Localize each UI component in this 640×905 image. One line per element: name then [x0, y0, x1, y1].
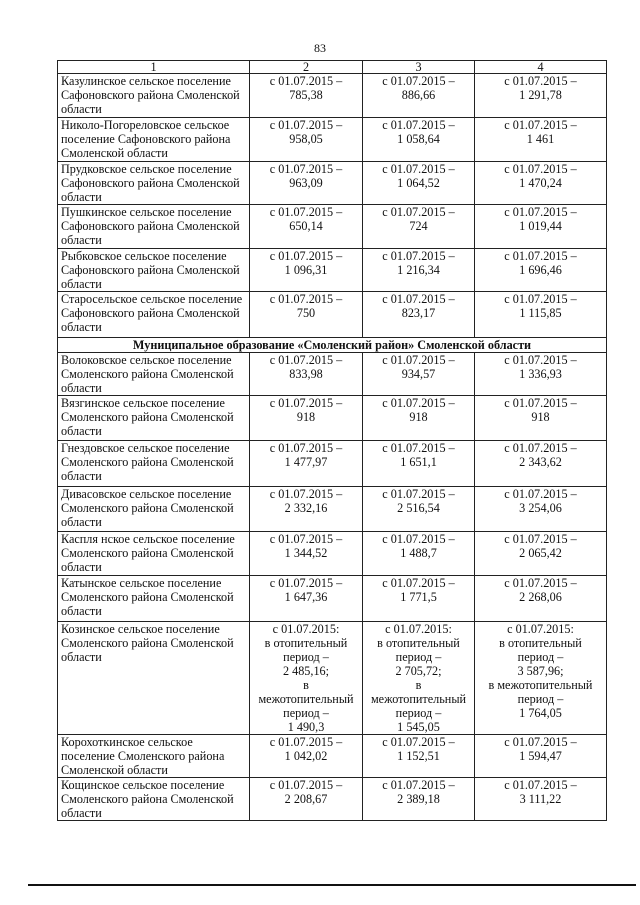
tariff-value-cell: с 01.07.2015 – 1 291,78	[475, 74, 607, 118]
column-number-cell: 4	[475, 61, 607, 74]
column-number-row	[58, 61, 607, 74]
tariff-value-cell: с 01.07.2015 – 1 064,52	[363, 162, 475, 205]
settlement-name-cell: Волоковское сельское поселение Смоленского района Смоленской области	[58, 353, 250, 396]
tariff-value-cell: с 01.07.2015 – 2 208,67	[250, 778, 363, 821]
table-row	[58, 622, 607, 735]
table-row	[58, 396, 607, 441]
table-row	[58, 441, 607, 487]
settlement-name-cell: Гнездовское сельское поселение Смоленского района Смоленской области	[58, 441, 250, 487]
settlement-name-cell: Кощинское сельское поселение Смоленского района Смоленской области	[58, 778, 250, 821]
table-row	[58, 162, 607, 205]
tariff-value-cell: с 01.07.2015 – 1 594,47	[475, 735, 607, 778]
column-number-cell: 2	[250, 61, 363, 74]
table-row	[58, 576, 607, 622]
table-row	[58, 249, 607, 292]
settlement-name-cell: Рыбковское сельское поселение Сафоновского района Смоленской области	[58, 249, 250, 292]
tariff-value-cell: с 01.07.2015 – 886,66	[363, 74, 475, 118]
tariff-value-cell: с 01.07.2015 – 963,09	[250, 162, 363, 205]
tariff-value-cell: с 01.07.2015 – 2 065,42	[475, 532, 607, 576]
tariff-value-cell: с 01.07.2015 – 750	[250, 292, 363, 338]
column-number-cell: 3	[363, 61, 475, 74]
settlement-name-cell: Прудковское сельское поселение Сафоновского района Смоленской области	[58, 162, 250, 205]
tariff-value-cell: с 01.07.2015 – 2 268,06	[475, 576, 607, 622]
table-row	[58, 292, 607, 338]
tariff-value-cell: с 01.07.2015 – 1 336,93	[475, 353, 607, 396]
tariff-value-cell: с 01.07.2015 – 918	[363, 396, 475, 441]
tariff-value-cell: с 01.07.2015 – 1 096,31	[250, 249, 363, 292]
tariff-value-cell: с 01.07.2015 – 1 344,52	[250, 532, 363, 576]
tariff-value-cell: с 01.07.2015 – 958,05	[250, 118, 363, 162]
settlement-name-cell: Корохоткинское сельское поселение Смоленского района Смоленской области	[58, 735, 250, 778]
tariff-value-cell: с 01.07.2015 – 2 343,62	[475, 441, 607, 487]
settlement-name-cell: Казулинское сельское поселение Сафоновского района Смоленской области	[58, 74, 250, 118]
tariff-value-cell: с 01.07.2015 – 1 152,51	[363, 735, 475, 778]
tariff-value-cell: с 01.07.2015 – 1 042,02	[250, 735, 363, 778]
table-row	[58, 532, 607, 576]
tariff-value-cell: с 01.07.2015 – 2 332,16	[250, 487, 363, 532]
tariff-value-cell: с 01.07.2015 – 1 647,36	[250, 576, 363, 622]
tariff-value-cell: с 01.07.2015 – 1 461	[475, 118, 607, 162]
settlement-name-cell: Дивасовское сельское поселение Смоленского района Смоленской области	[58, 487, 250, 532]
tariff-value-cell: с 01.07.2015 – 1 651,1	[363, 441, 475, 487]
settlement-name-cell: Каспля нское сельское поселение Смоленского района Смоленской области	[58, 532, 250, 576]
table-row	[58, 74, 607, 118]
section-title: Муниципальное образование «Смоленский район» Смоленской области	[58, 338, 607, 353]
tariff-value-cell: с 01.07.2015 – 2 389,18	[363, 778, 475, 821]
tariff-table	[57, 60, 607, 821]
tariff-value-cell: с 01.07.2015: в отопительный период – 2 485,16; в межотопительный период – 1 490,3	[250, 622, 363, 735]
tariff-value-cell: с 01.07.2015 – 724	[363, 205, 475, 249]
page-number: 83	[314, 41, 326, 55]
tariff-value-cell: с 01.07.2015 – 1 019,44	[475, 205, 607, 249]
tariff-value-cell: с 01.07.2015 – 3 111,22	[475, 778, 607, 821]
settlement-name-cell: Вязгинское сельское поселение Смоленского района Смоленской области	[58, 396, 250, 441]
tariff-value-cell: с 01.07.2015: в отопительный период – 2 705,72; в межотопительный период – 1 545,05	[363, 622, 475, 735]
tariff-value-cell: с 01.07.2015 – 1 488,7	[363, 532, 475, 576]
tariff-value-cell: с 01.07.2015 – 833,98	[250, 353, 363, 396]
tariff-value-cell: с 01.07.2015 – 1 477,97	[250, 441, 363, 487]
table-row	[58, 205, 607, 249]
tariff-value-cell: с 01.07.2015 – 1 771,5	[363, 576, 475, 622]
tariff-value-cell: с 01.07.2015 – 918	[475, 396, 607, 441]
tariff-value-cell: с 01.07.2015 – 1 058,64	[363, 118, 475, 162]
tariff-value-cell: с 01.07.2015 – 918	[250, 396, 363, 441]
tariff-value-cell: с 01.07.2015 – 650,14	[250, 205, 363, 249]
tariff-value-cell: с 01.07.2015 – 1 216,34	[363, 249, 475, 292]
tariff-value-cell: с 01.07.2015 – 1 470,24	[475, 162, 607, 205]
bottom-rule	[28, 884, 636, 886]
tariff-value-cell: с 01.07.2015 – 1 115,85	[475, 292, 607, 338]
section-row	[58, 338, 607, 353]
tariff-value-cell: с 01.07.2015 – 3 254,06	[475, 487, 607, 532]
table-row	[58, 118, 607, 162]
settlement-name-cell: Козинское сельское поселение Смоленского района Смоленской области	[58, 622, 250, 735]
settlement-name-cell: Пушкинское сельское поселение Сафоновского района Смоленской области	[58, 205, 250, 249]
tariff-value-cell: с 01.07.2015 – 2 516,54	[363, 487, 475, 532]
settlement-name-cell: Старосельское сельское поселение Сафоновского района Смоленской области	[58, 292, 250, 338]
tariff-value-cell: с 01.07.2015 – 823,17	[363, 292, 475, 338]
table-row	[58, 353, 607, 396]
tariff-value-cell: с 01.07.2015 – 785,38	[250, 74, 363, 118]
settlement-name-cell: Катынское сельское поселение Смоленского района Смоленской области	[58, 576, 250, 622]
settlement-name-cell: Николо-Погореловское сельское поселение Сафоновского района Смоленской области	[58, 118, 250, 162]
table-row	[58, 487, 607, 532]
tariff-value-cell: с 01.07.2015: в отопительный период – 3 587,96; в межотопительный период – 1 764,05	[475, 622, 607, 735]
column-number-cell: 1	[58, 61, 250, 74]
table-row	[58, 735, 607, 778]
table-row	[58, 778, 607, 821]
tariff-value-cell: с 01.07.2015 – 934,57	[363, 353, 475, 396]
tariff-value-cell: с 01.07.2015 – 1 696,46	[475, 249, 607, 292]
